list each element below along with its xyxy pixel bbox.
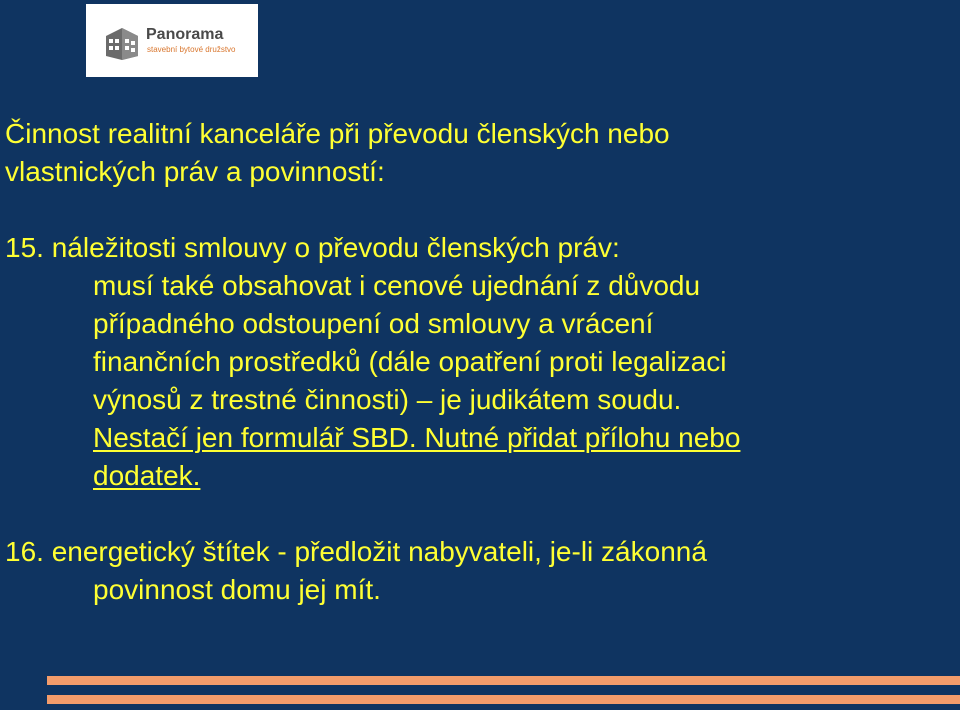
item-15-line-4: výnosů z trestné činnosti) – je judikátem soudu. bbox=[93, 384, 682, 415]
item-15-line-2: případného odstoupení od smlouvy a vrácení bbox=[93, 308, 654, 339]
item-15-note-line-1 bbox=[5, 419, 945, 457]
item-15-line-3: finančních prostředků (dále opatření proti legalizaci bbox=[93, 346, 727, 377]
building-icon bbox=[104, 24, 140, 60]
footer-bar-bottom bbox=[47, 695, 960, 704]
slide-body bbox=[5, 115, 945, 609]
logo bbox=[86, 4, 258, 77]
item-15-note-text-2: dodatek. bbox=[93, 460, 201, 491]
logo-name: Panorama bbox=[146, 26, 224, 43]
item-15-line-1: musí také obsahovat i cenové ujednání z důvodu bbox=[93, 270, 701, 301]
item-15-title: 15. náležitosti smlouvy o převodu členských práv: bbox=[5, 232, 620, 263]
logo-subtitle: stavební bytové družstvo bbox=[147, 45, 236, 54]
item-15-note-text-1: Nestačí jen formulář SBD. Nutné přidat přílohu nebo bbox=[93, 422, 741, 453]
heading-line-1: Činnost realitní kanceláře při převodu členských nebo bbox=[5, 118, 670, 149]
item-16-line-1: povinnost domu jej mít. bbox=[93, 574, 381, 605]
footer-bar-top bbox=[47, 676, 960, 685]
heading-line-2: vlastnických práv a povinností: bbox=[5, 156, 385, 187]
item-15-note-line-2 bbox=[5, 457, 945, 495]
item-16-title: 16. energetický štítek - předložit nabyvateli, je-li zákonná bbox=[5, 536, 707, 567]
